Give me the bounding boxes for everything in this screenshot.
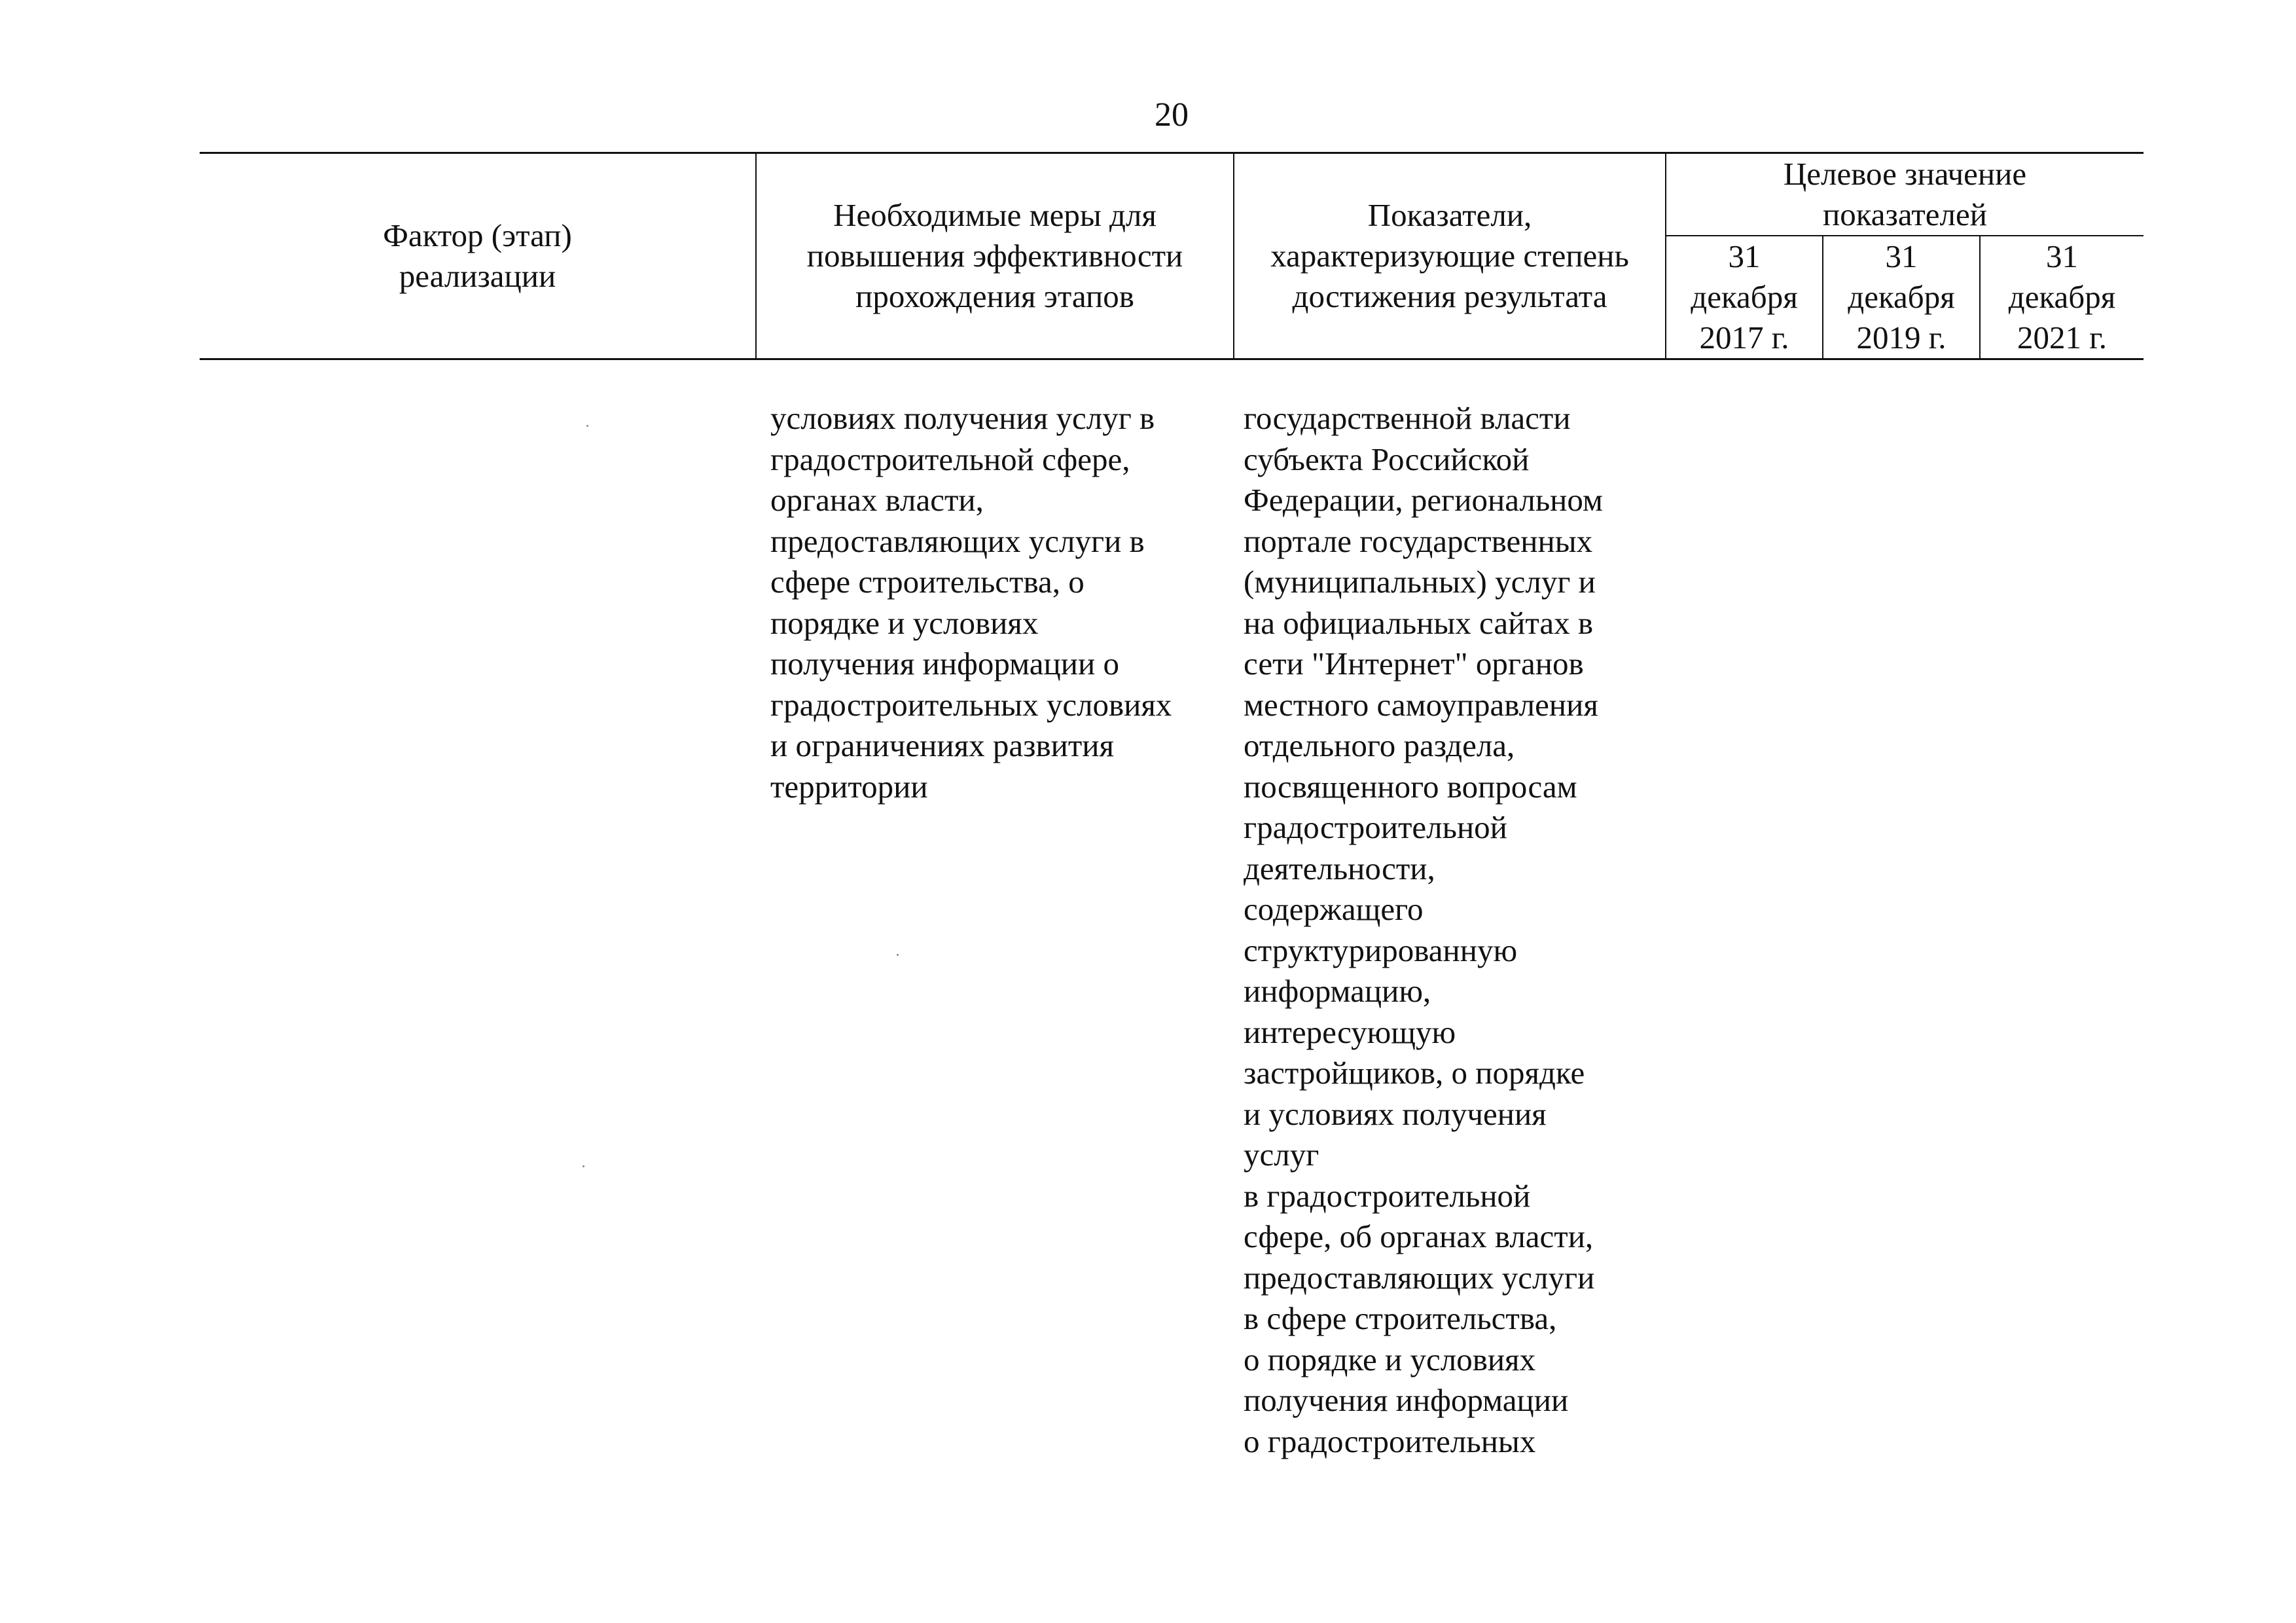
text-line: порядке и условиях	[770, 604, 1039, 641]
text-line: условиях получения услуг в	[770, 400, 1155, 436]
text-line: сети "Интернет" органов	[1244, 646, 1584, 682]
text-line: информацию,	[1244, 973, 1431, 1009]
page-number: 20	[1155, 96, 1189, 134]
text-line: о порядке и условиях	[1244, 1341, 1536, 1377]
text-line: интересующую	[1244, 1013, 1456, 1050]
text-line: сфере строительства, о	[770, 564, 1085, 600]
text-line: портале государственных	[1244, 522, 1593, 559]
text-line: (муниципальных) услуг и	[1244, 564, 1596, 600]
text-line: градостроительной сфере,	[770, 441, 1130, 477]
text-line: предоставляющих услуги в	[770, 522, 1145, 559]
text-line: градостроительной	[1244, 809, 1507, 845]
text-line: в сфере строительства,	[1244, 1300, 1557, 1336]
text-line: предоставляющих услуги	[1244, 1259, 1595, 1296]
text-line: территории	[770, 768, 928, 805]
text-line: посвященного вопросам	[1244, 768, 1577, 805]
header-factor: Фактор (этап) реализации	[200, 153, 756, 359]
scan-speck	[583, 1165, 584, 1167]
text-line: о градостроительных	[1244, 1423, 1536, 1459]
text-line: местного самоуправления	[1244, 686, 1598, 723]
text-line: органах власти,	[770, 482, 984, 518]
text-line: на официальных сайтах в	[1244, 604, 1593, 641]
header-date-2021: 31 декабря 2021 г.	[1980, 236, 2144, 359]
text-line: получения информации о	[770, 646, 1119, 682]
text-line: субъекта Российской	[1244, 441, 1530, 477]
header-target-value: Целевое значение показателей	[1666, 153, 2144, 236]
text-line: отдельного раздела,	[1244, 727, 1515, 763]
indicators-table	[200, 152, 2144, 360]
table-header	[200, 152, 2144, 360]
text-line: деятельности,	[1244, 850, 1435, 886]
text-line: получения информации	[1244, 1382, 1569, 1418]
indicators-cell	[1244, 398, 1662, 1462]
text-line: и ограничениях развития	[770, 727, 1115, 763]
measures-cell	[770, 398, 1229, 807]
text-line: услуг	[1244, 1137, 1319, 1173]
text-line: градостроительных условиях	[770, 686, 1172, 723]
header-measures: Необходимые меры для повышения эффективности прохождения этапов	[756, 153, 1234, 359]
header-indicators: Показатели, характеризующие степень достижения результата	[1234, 153, 1666, 359]
header-date-2019: 31 декабря 2019 г.	[1823, 236, 1980, 359]
text-line: в градостроительной	[1244, 1177, 1531, 1214]
header-date-2017: 31 декабря 2017 г.	[1666, 236, 1823, 359]
text-line: застройщиков, о порядке	[1244, 1055, 1585, 1091]
text-line: Федерации, региональном	[1244, 482, 1603, 518]
text-line: структурированную	[1244, 932, 1518, 968]
text-line: государственной власти	[1244, 400, 1571, 436]
text-line: сфере, об органах власти,	[1244, 1218, 1594, 1254]
text-line: содержащего	[1244, 891, 1424, 927]
text-line: и условиях получения	[1244, 1095, 1547, 1132]
scan-speck	[897, 954, 899, 956]
scan-speck	[586, 425, 588, 427]
